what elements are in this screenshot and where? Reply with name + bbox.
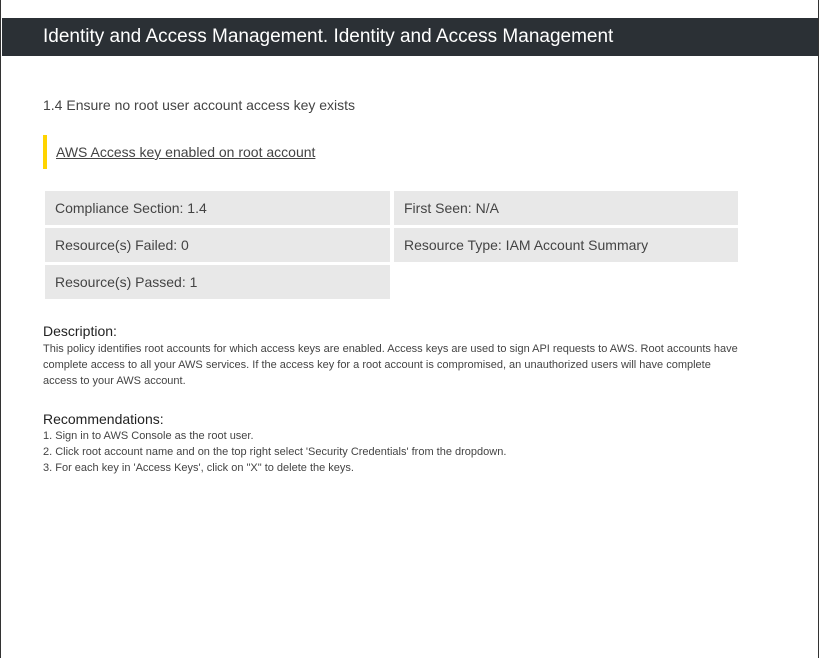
resource-type-cell: Resource Type: IAM Account Summary [394,228,738,262]
recommendation-step: 2. Click root account name and on the top right select 'Security Credentials' from the dropdown. [43,446,507,458]
resources-passed-cell: Resource(s) Passed: 1 [45,265,390,299]
report-title: Identity and Access Management. Identity and Access Management [43,26,614,47]
recommendations-heading: Recommendations: [43,411,164,427]
description-heading: Description: [43,323,117,339]
description-text: This policy identifies root accounts for which access keys are enabled. Access keys are used to sign API requests to AWS. Root accounts have complete access to all your AWS services. If the access key for a root account is compromised, an unauthorized users will have complete access to your AWS account. [43,343,738,387]
report-header [2,18,818,56]
recommendation-step: 1. Sign in to AWS Console as the root user. [43,430,254,442]
first-seen-cell: First Seen: N/A [394,191,738,225]
recommendations-list [43,428,748,476]
finding-callout [43,135,315,169]
compliance-section-cell: Compliance Section: 1.4 [45,191,390,225]
finding-link[interactable]: AWS Access key enabled on root account [56,144,316,160]
control-title: 1.4 Ensure no root user account access key exists [43,97,356,113]
resources-failed-cell: Resource(s) Failed: 0 [45,228,390,262]
recommendation-step: 3. For each key in 'Access Keys', click on "X" to delete the keys. [43,462,354,474]
